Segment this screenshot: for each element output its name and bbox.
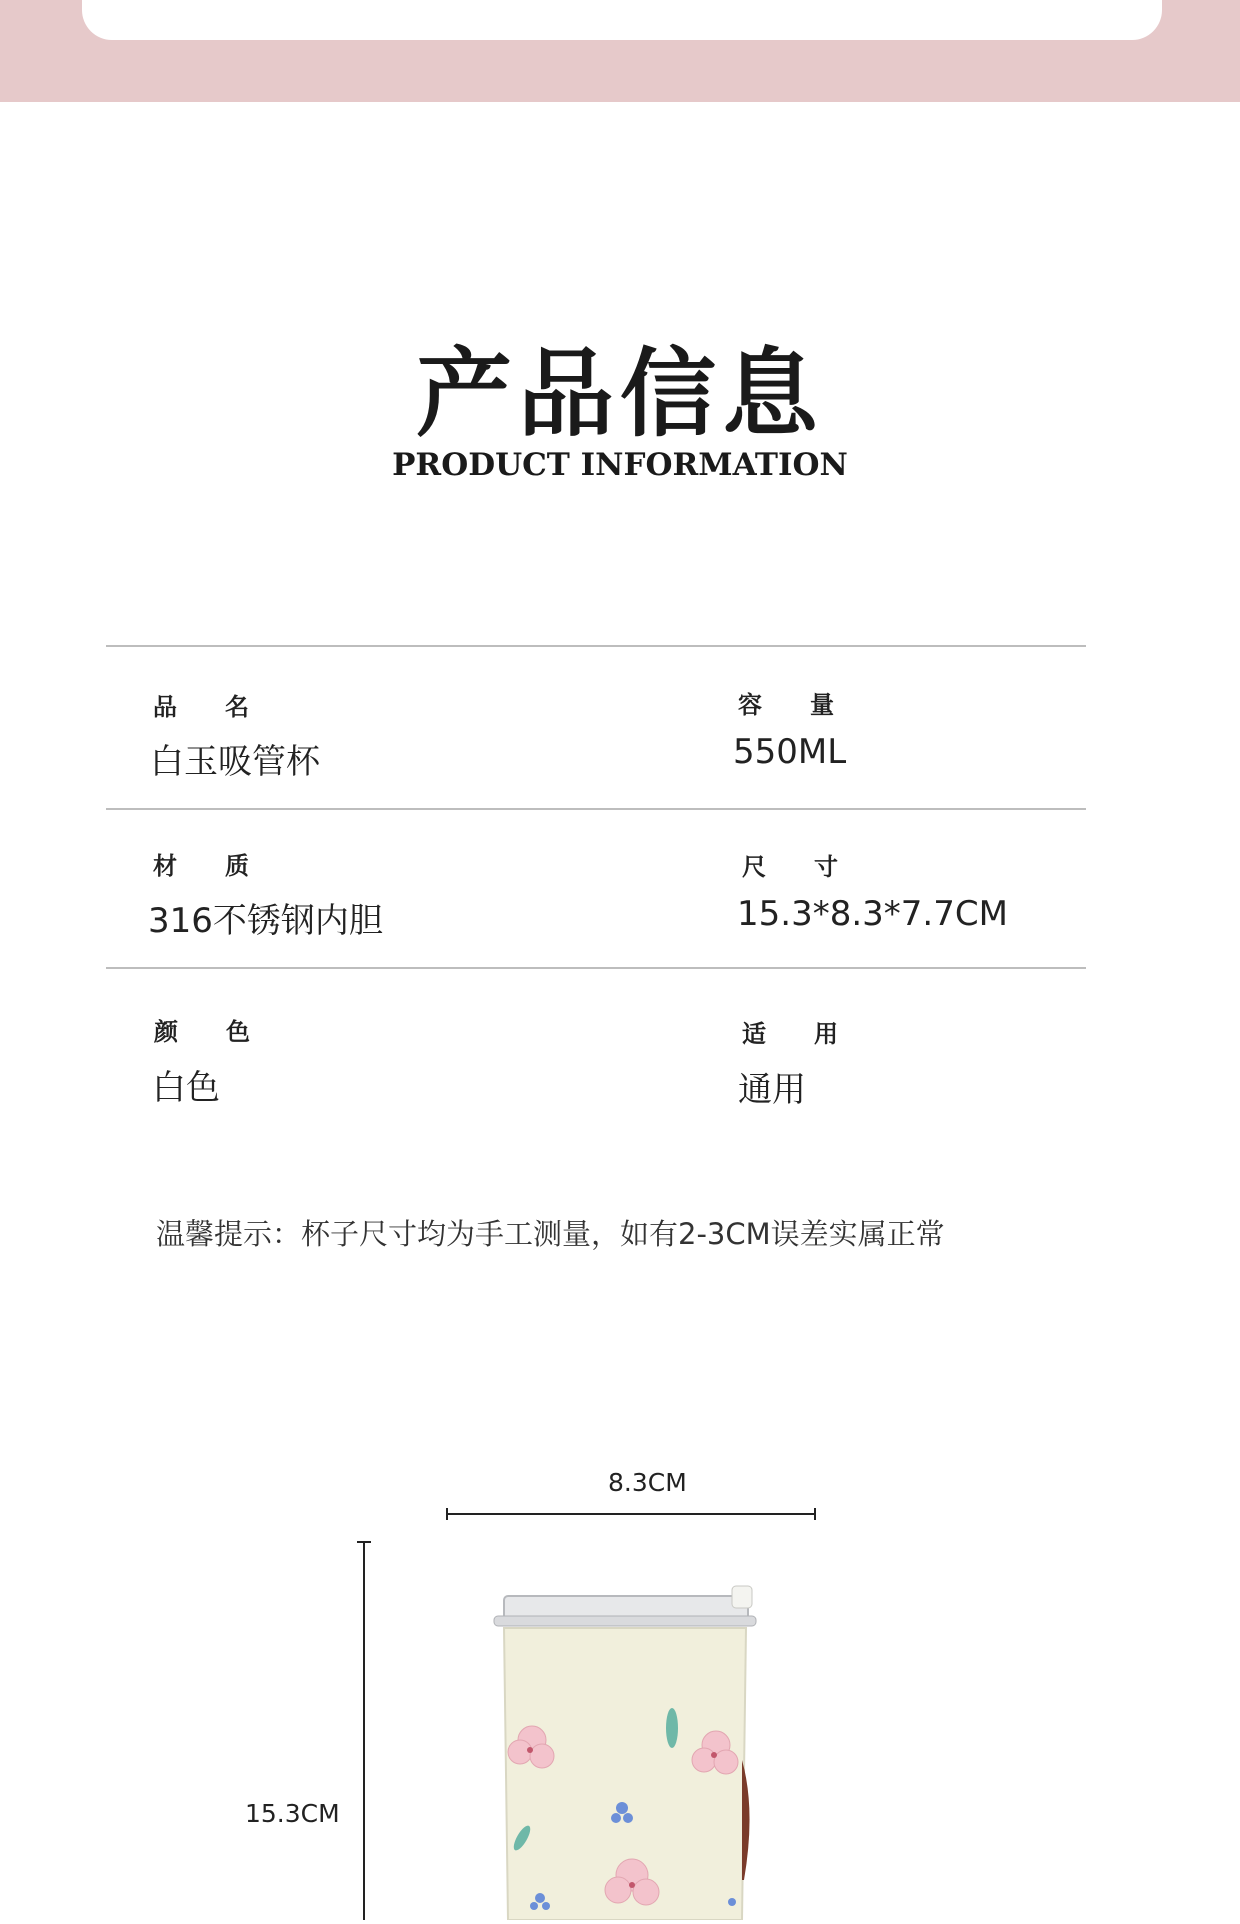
height-tick-top [357, 1541, 371, 1543]
spec-label-color: 颜 色 [154, 1018, 250, 1046]
section-subtitle: PRODUCT INFORMATION [392, 447, 848, 483]
measurement-tip: 温馨提示：杯子尺寸均为手工测量，如有2-3CM误差实属正常 [156, 1217, 945, 1251]
height-dimension-line [363, 1541, 365, 1920]
divider [106, 808, 1086, 810]
cup-image [480, 1580, 780, 1920]
width-tick-left [446, 1508, 448, 1520]
spec-value-color: 白色 [152, 1068, 220, 1108]
spec-label-capacity: 容 量 [738, 691, 834, 719]
spec-value-capacity: 550ML [733, 732, 847, 772]
spec-value-material: 316不锈钢内胆 [148, 901, 383, 941]
divider [106, 645, 1086, 647]
divider [106, 967, 1086, 969]
width-dimension-line [446, 1513, 816, 1515]
spec-label-size: 尺 寸 [742, 853, 838, 881]
spec-value-size: 15.3*8.3*7.7CM [737, 894, 1008, 934]
top-banner [0, 0, 1240, 102]
spec-value-name: 白玉吸管杯 [150, 742, 320, 782]
width-label: 8.3CM [608, 1468, 687, 1497]
width-tick-right [814, 1508, 816, 1520]
spec-label-usage: 适 用 [742, 1020, 838, 1048]
height-label: 15.3CM [245, 1799, 340, 1828]
section-title: 产品信息 [416, 338, 824, 450]
spec-label-name: 品 名 [153, 693, 249, 721]
top-card [82, 0, 1162, 40]
spec-value-usage: 通用 [738, 1070, 806, 1110]
spec-label-material: 材 质 [153, 852, 249, 880]
